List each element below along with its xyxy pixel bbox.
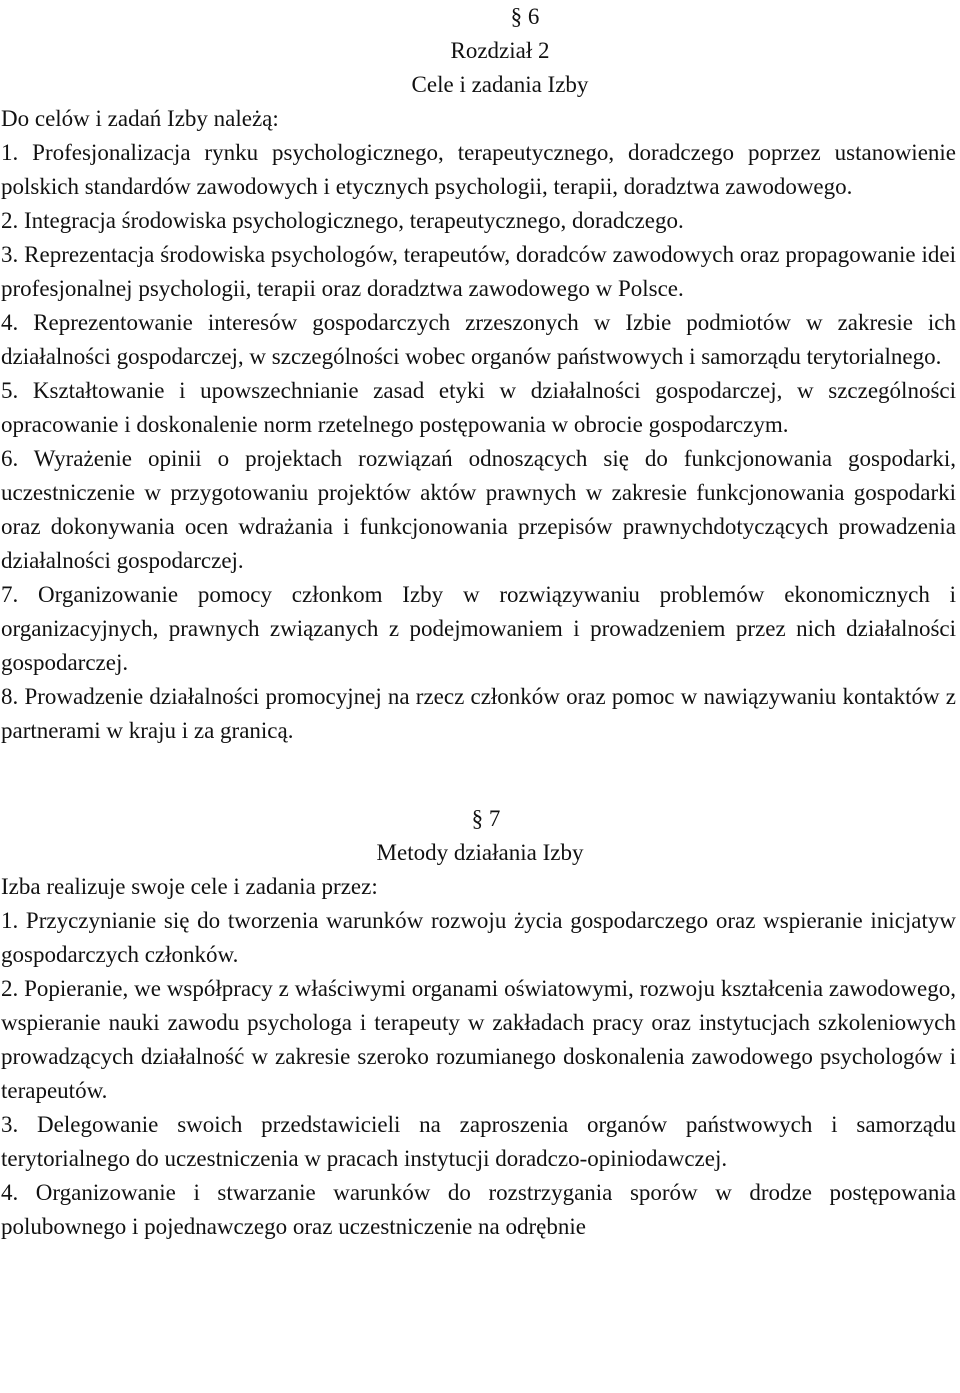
list-item: 4. Organizowanie i stwarzanie warunków do rozstrzygania sporów w drodze postępowania polubownego i pojednawczego oraz uczestniczenie na odrębnie [1,1180,956,1239]
section-7 [0,802,960,1244]
section-intro: Izba realizuje swoje cele i zadania przez: [1,874,378,899]
section-number: § 6 [510,4,540,29]
chapter-heading: Rozdział 2 [450,38,550,63]
section-number: § 7 [471,806,501,831]
list-item: 7. Organizowanie pomocy członkom Izby w rozwiązywaniu problemów ekonomicznych i organizacyjnych, prawnych związanych z podejmowaniem i prowadzeniem przez nich działalności gospodarczej. [1,582,956,675]
list-item: 1. Profesjonalizacja rynku psychologicznego, terapeutycznego, doradczego poprzez ustanowienie polskich standardów zawodowych i etycznych psychologii, terapii, doradztwa zawodowego. [1,140,956,199]
list-item: 8. Prowadzenie działalności promocyjnej na rzecz członków oraz pomoc w nawiązywaniu kontaktów z partnerami w kraju i za granicą. [1,684,956,743]
section-gap [0,748,960,802]
list-item: 3. Reprezentacja środowiska psychologów, terapeutów, doradców zawodowych oraz propagowanie idei profesjonalnej psychologii, terapii oraz doradztwa zawodowego w Polsce. [1,242,956,301]
section-title: Cele i zadania Izby [411,72,589,97]
list-item: 6. Wyrażenie opinii o projektach rozwiązań odnoszących się do funkcjonowania gospodarki, uczestniczenie w przygotowaniu projektów aktów prawnych w zakresie funkcjonowania gospodarki oraz dokonywania ocen wdrażania i funkcjonowania przepisów prawnychdotyczących prowadzenia działalności gospodarczej. [1,446,956,573]
list-item: 1. Przyczynianie się do tworzenia warunków rozwoju życia gospodarczego oraz wspieranie inicjatyw gospodarczych członków. [1,908,956,967]
list-item: 2. Integracja środowiska psychologicznego, terapeutycznego, doradczego. [1,208,684,233]
list-item: 2. Popieranie, we współpracy z właściwymi organami oświatowymi, rozwoju kształcenia zawodowego, wspieranie nauki zawodu psychologa i terapeuty w zakładach pracy oraz instytucjach szkoleniowych prowadzących działalność w zakresie szeroko rozumianego doskonalenia zawodowego psychologów i terapeutów. [1,976,956,1103]
list-item: 5. Kształtowanie i upowszechnianie zasad etyki w działalności gospodarczej, w szczególności opracowanie i doskonalenie norm rzetelnego postępowania w obrocie gospodarczym. [1,378,956,437]
section-title: Metody działania Izby [376,840,584,865]
list-item: 3. Delegowanie swoich przedstawicieli na zaproszenia organów państwowych i samorządu terytorialnego do uczestniczenia w pracach instytucji doradczo-opiniodawczej. [1,1112,956,1171]
list-item: 4. Reprezentowanie interesów gospodarczych zrzeszonych w Izbie podmiotów w zakresie ich działalności gospodarczej, w szczególności wobec organów państwowych i samorządu terytorialnego. [1,310,956,369]
section-intro: Do celów i zadań Izby należą: [1,106,279,131]
